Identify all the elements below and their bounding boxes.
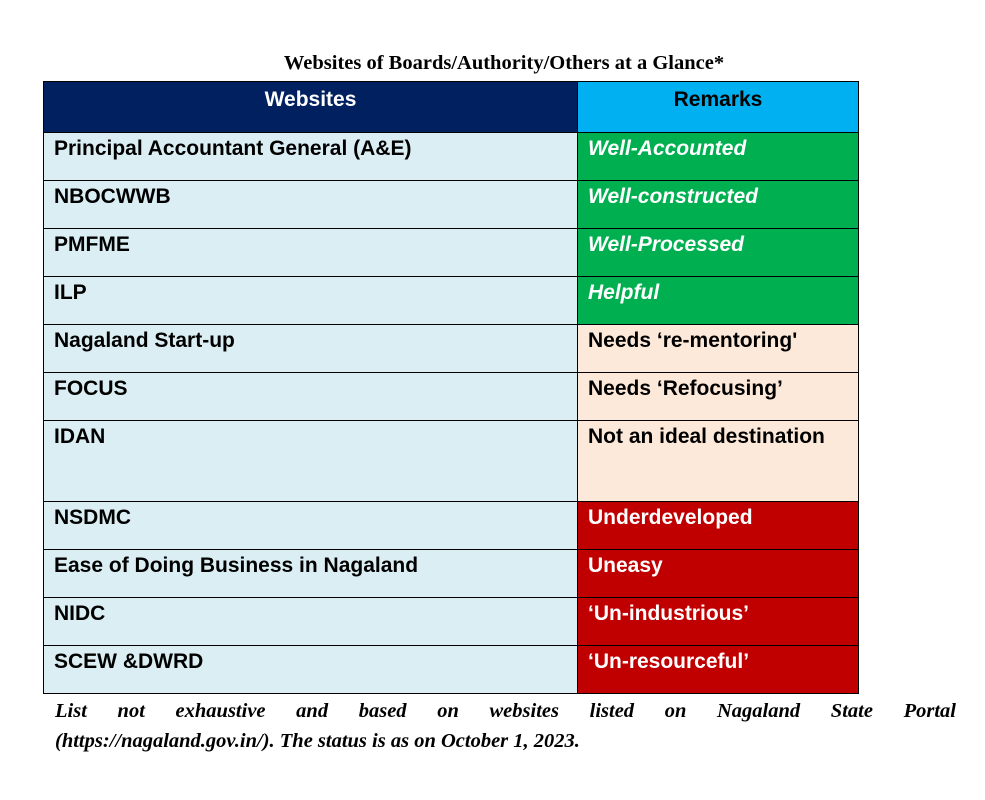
remark-cell: Needs ‘Refocusing’: [578, 373, 859, 421]
remark-cell: Needs ‘re-mentoring': [578, 325, 859, 373]
table-row: [44, 181, 859, 229]
remark-cell: Not an ideal destination: [578, 421, 859, 502]
table-row: [44, 646, 859, 694]
page-title: Websites of Boards/Authority/Others at a Glance*: [283, 52, 725, 74]
website-cell: NIDC: [44, 598, 578, 646]
footnote: [55, 696, 956, 756]
footnote-line-2: (https://nagaland.gov.in/). The status is as on October 1, 2023.: [55, 730, 580, 752]
header-remarks: Remarks: [578, 82, 859, 133]
website-cell: SCEW &DWRD: [44, 646, 578, 694]
table-row: [44, 550, 859, 598]
website-cell: NBOCWWB: [44, 181, 578, 229]
remark-cell: ‘Un-industrious’: [578, 598, 859, 646]
table-row: [44, 373, 859, 421]
table-row: [44, 229, 859, 277]
table-row: [44, 277, 859, 325]
website-cell: Principal Accountant General (A&E): [44, 133, 578, 181]
remark-cell: Well-Processed: [578, 229, 859, 277]
websites-table: [43, 81, 859, 694]
website-cell: Nagaland Start-up: [44, 325, 578, 373]
website-cell: Ease of Doing Business in Nagaland: [44, 550, 578, 598]
remark-cell: Well-Accounted: [578, 133, 859, 181]
table-row: [44, 598, 859, 646]
website-cell: NSDMC: [44, 502, 578, 550]
remark-cell: Well-constructed: [578, 181, 859, 229]
table-row: [44, 421, 859, 502]
table-row: [44, 502, 859, 550]
website-cell: ILP: [44, 277, 578, 325]
table-row: [44, 133, 859, 181]
table-header-row: [44, 82, 859, 133]
remark-cell: ‘Un-resourceful’: [578, 646, 859, 694]
remark-cell: Underdeveloped: [578, 502, 859, 550]
remark-cell: Uneasy: [578, 550, 859, 598]
website-cell: IDAN: [44, 421, 578, 502]
website-cell: FOCUS: [44, 373, 578, 421]
header-websites: Websites: [44, 82, 578, 133]
website-cell: PMFME: [44, 229, 578, 277]
remark-cell: Helpful: [578, 277, 859, 325]
footnote-line-1: List not exhaustive and based on websites listed on Nagaland State Portal: [55, 700, 956, 722]
table-row: [44, 325, 859, 373]
